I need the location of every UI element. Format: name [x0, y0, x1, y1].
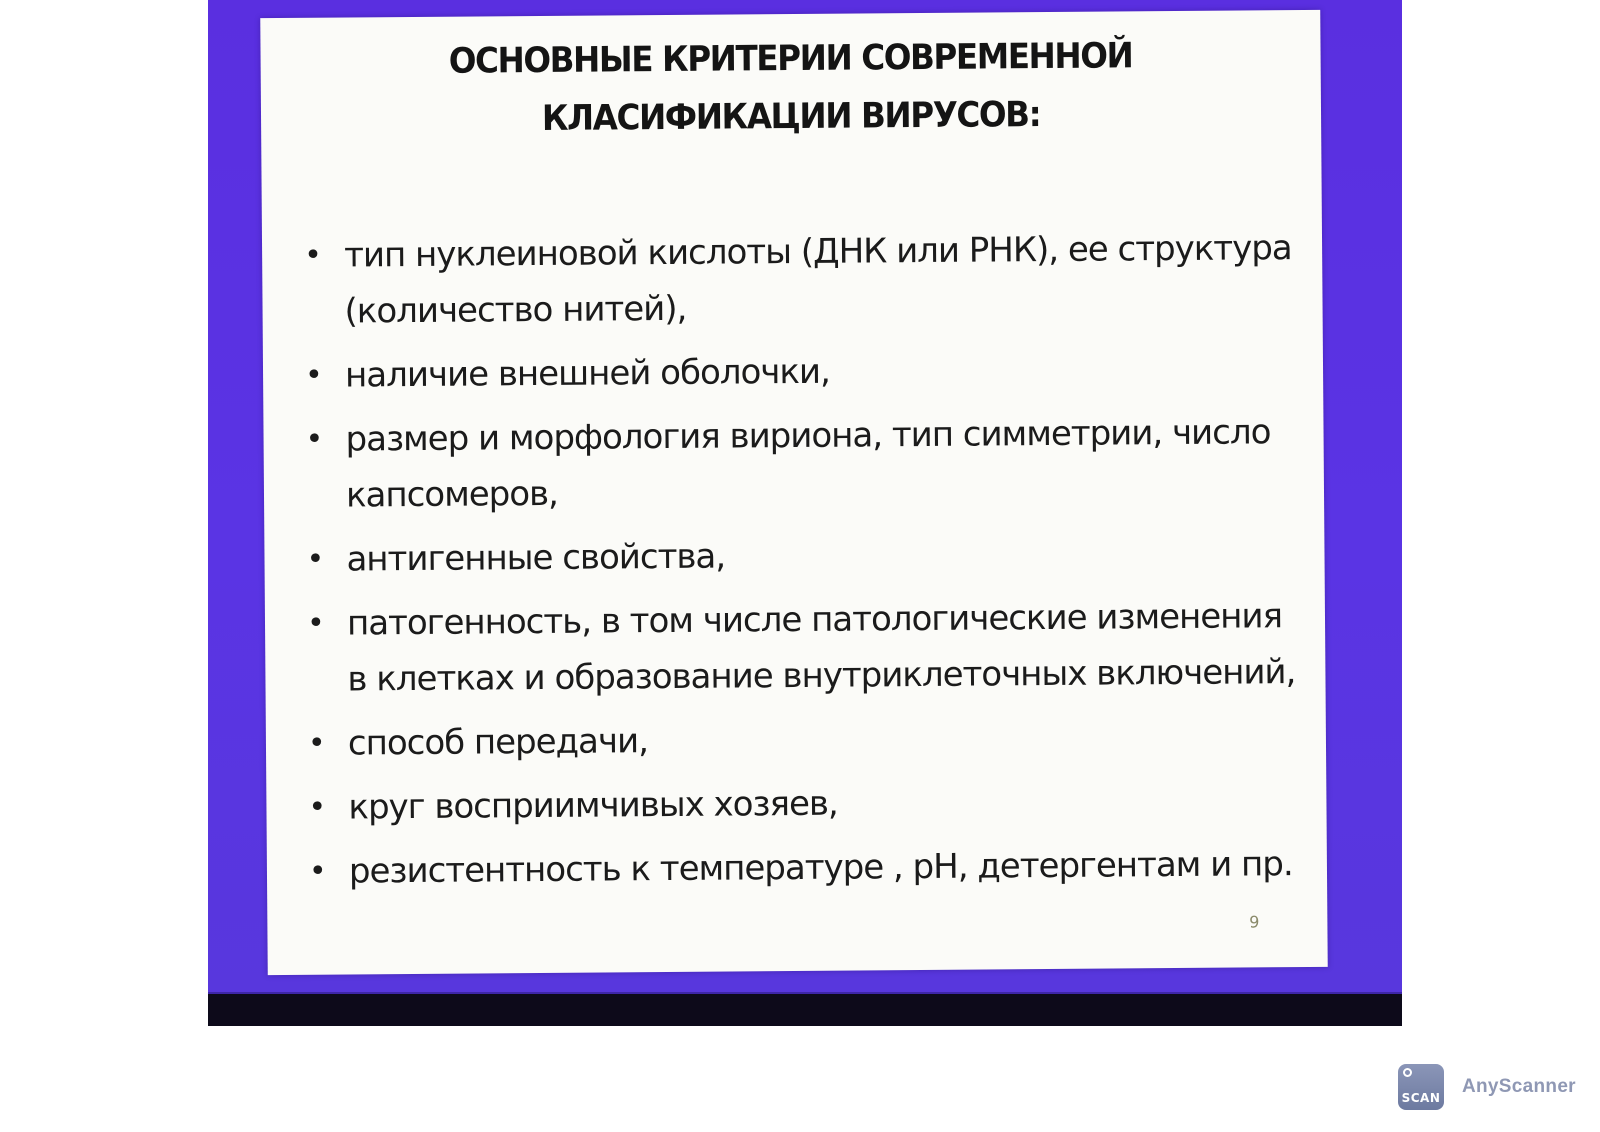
list-item-text: тип нуклеиновой кислоты (ДНК или РНК), ее структура (количество нитей),: [343, 228, 1292, 332]
list-item-text: круг восприимчивых хозяев,: [348, 783, 838, 828]
slide-title: ОСНОВНЫЕ КРИТЕРИИ СОВРЕМЕННОЙ КЛАСИФИКАЦИИ ВИРУСОВ:: [448, 36, 1133, 139]
list-item: [305, 340, 1303, 404]
camera-lens-icon: [1403, 1068, 1412, 1077]
list-item-text: резистентность к температуре , рН, детергентам и пр.: [348, 844, 1293, 892]
bullet-icon: •: [304, 357, 322, 393]
list-item: [306, 524, 1304, 588]
list-item-text: размер и морфология вириона, тип симметрии, число капсомеров,: [345, 412, 1271, 516]
list-item: [308, 708, 1306, 772]
list-item-text: антигенные свойства,: [346, 536, 726, 580]
list-item-text: наличие внешней оболочки,: [344, 351, 831, 396]
list-item: [309, 836, 1307, 900]
scan-logo-icon: [1398, 1064, 1444, 1110]
scan-logo-text: SCAN: [1401, 1091, 1441, 1105]
bullet-icon: •: [306, 605, 324, 641]
scanner-watermark: [1398, 1064, 1576, 1110]
bullet-icon: •: [303, 237, 321, 273]
slide-photo: [208, 0, 1402, 1026]
slide-page-number: 9: [1249, 912, 1260, 932]
slide: [260, 10, 1327, 975]
list-item: [307, 588, 1306, 708]
bullet-icon: •: [305, 421, 323, 457]
bullet-icon: •: [308, 853, 326, 889]
list-item: [308, 772, 1306, 836]
criteria-list: [262, 220, 1327, 900]
list-item: [304, 220, 1303, 340]
bullet-icon: •: [308, 789, 326, 825]
brand-name: AnyScanner: [1462, 1076, 1576, 1097]
list-item-text: патогенность, в том числе патологические изменения в клетках и образование внутриклеточных включений,: [346, 596, 1296, 700]
list-item-text: способ передачи,: [347, 721, 649, 764]
bullet-icon: •: [307, 725, 325, 761]
bullet-icon: •: [306, 541, 324, 577]
list-item: [305, 404, 1304, 524]
projector-screen: [208, 0, 1402, 994]
